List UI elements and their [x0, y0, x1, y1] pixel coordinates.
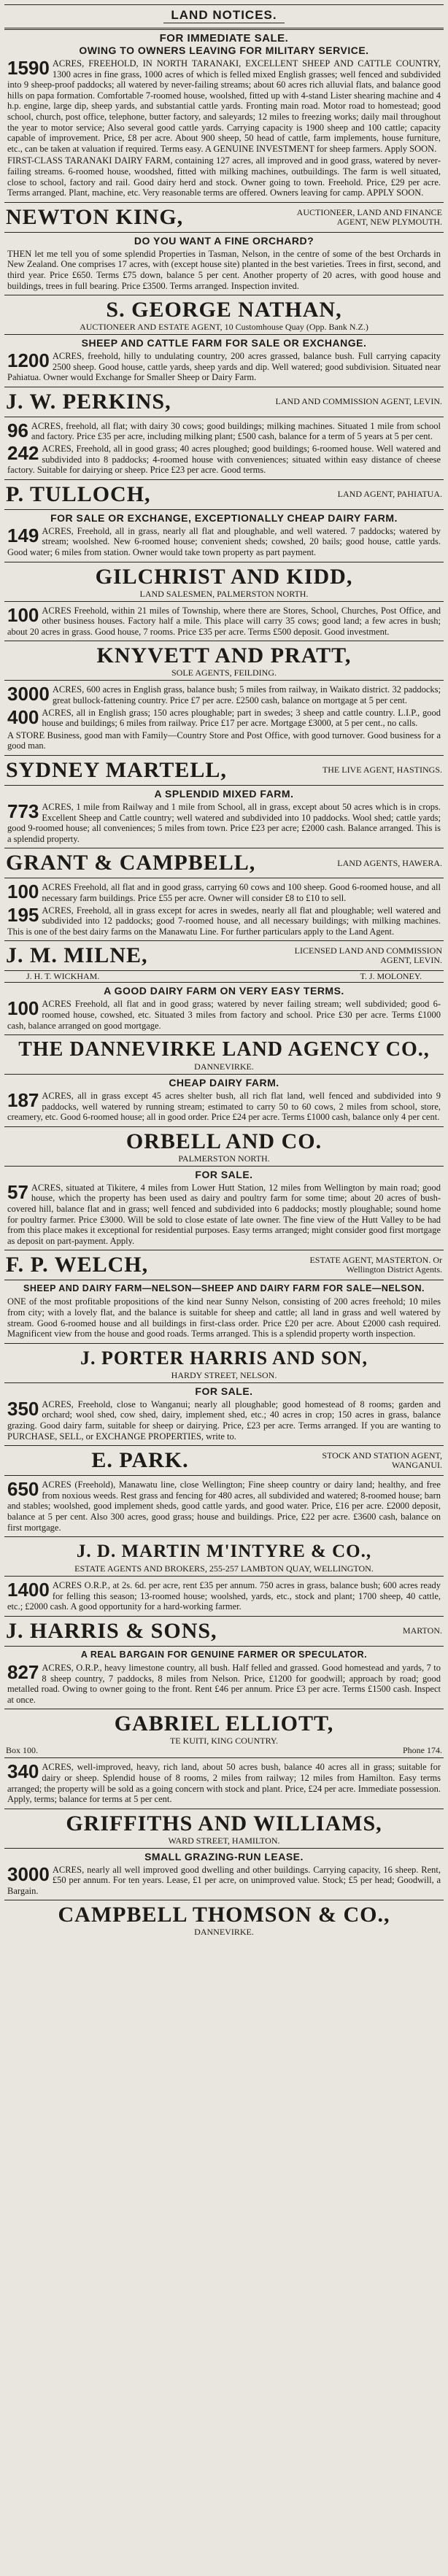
ad-lead-figure: 57 — [7, 1180, 28, 1203]
ad-body — [7, 905, 441, 937]
agent-role: THE LIVE AGENT, HASTINGS. — [322, 765, 442, 775]
ad-lead-figure: 400 — [7, 705, 39, 728]
ad-text: ONE of the most profitable propositions of the kind near Sunny Nelson, consisting of 200 acres freehold; 10 miles from city; with a lovely flat, and the balance is suitable for sheep and cattle; all land in grass and well watered by stream. Good 6-roomed house and all buildings in first-class order. Price £20 per acre. About £2000 cash required. Magnificent view from the house and good roads. Terms arranged. This is a splendid property worth inspection. — [7, 1296, 441, 1339]
ad-lead-figure: 149 — [7, 524, 39, 546]
agent-campbell-thomson — [4, 1900, 444, 1939]
ad-heading: CHEAP DAIRY FARM. — [169, 1077, 279, 1089]
ad-lead-figure: 773 — [7, 800, 39, 822]
agent-orbell — [4, 1127, 444, 1167]
ad-text: ACRES, nearly all well improved good dwelling and other buildings. Carrying capacity, 16 sheep. Rent, £50 per annum. For ten years. Lease, £1 per acre, on unimproved value. Stock; £5 per head; Goodwill, a Bargain. — [7, 1864, 441, 1896]
ad-text: ACRES, all in grass except 45 acres shelter bush, all rich flat land, well fenced and subdivided into 9 paddocks, well watered by running stream; estimated to carry 50 to 60 cows, 2 miles from school, store, creamery, etc. Good 6-roomed house; all in good order. Price £24 per acre. Terms £1000 cash, balance only 4 per cent. — [7, 1091, 441, 1123]
partner-left: J. H. T. WICKHAM. — [26, 971, 100, 982]
agent-name: THE DANNEVIRKE LAND AGENCY CO., — [18, 1038, 430, 1061]
ad-text: ACRES, well-improved, heavy, rich land, about 50 acres bush, balance 40 acres all in grass; suitable for dairy or sheep. Splendid house of 8 rooms, 2 miles from railway; 12 miles from Hamilton. Easy terms arranged; the property will be sold as a going concern with stock and plant. Price, £24 per acre. Immediate possession. Apply, terms; balance for terms at 5 per cent. — [7, 1762, 441, 1805]
ad-heading: DO YOU WANT A FINE ORCHARD? — [134, 234, 314, 247]
ad-heading: FOR IMMEDIATE SALE. — [159, 32, 289, 45]
ad-body — [7, 1480, 441, 1533]
ad-sheep-cattle — [4, 335, 444, 387]
agent-martell — [4, 756, 444, 786]
ad-text: ACRES, freehold, all flat; with dairy 30 cows; good buildings; milking machines. Situated 1 mile from school and factory. Price £35 per acre, including milking plant; £500 cash, balance for a term of 5 years at 5 per cent. — [31, 420, 441, 442]
agent-role: LICENSED LAND AND COMMISSION AGENT, LEVIN. — [294, 945, 442, 966]
ad-pahiatua — [4, 417, 444, 480]
partner-right: T. J. MOLONEY. — [360, 971, 422, 982]
ad-body: A STORE Business, good man with Family—Country Store and Post Office, with good turnover. Good business for a good man. — [7, 730, 441, 751]
agent-contact-row — [6, 1746, 442, 1755]
agent-role: STOCK AND STATION AGENT, WANGANUI. — [322, 1450, 442, 1471]
agent-role: DANNEVIRKE. — [194, 1927, 254, 1938]
ad-text: ACRES Freehold, all flat and in good grass, carrying 60 cows and 100 sheep. Good 6-roomed house, and all necessary farm buildings. Price £55 per acre. Owner will consider £8 to £10 to sell. — [42, 882, 441, 903]
ad-body — [7, 526, 441, 558]
ad-lead-figure: 650 — [7, 1478, 39, 1501]
agent-role: SOLE AGENTS, FEILDING. — [171, 668, 277, 678]
ad-340-acres — [4, 1758, 444, 1809]
ad-body — [7, 58, 441, 154]
agent-grant-campbell — [4, 848, 444, 878]
ad-heading: FOR SALE OR EXCHANGE, EXCEPTIONALLY CHEAP DAIRY FARM. — [50, 511, 398, 524]
agent-role: LAND AGENT, PAHIATUA. — [337, 489, 442, 500]
ad-text: ACRES, O.R.P., heavy limestone country, all bush. Half felled and grassed. Good homestead and yards, 7 to 8 sheep country, 7 paddocks, 8 miles from Nelson. Price, £1200 for goodwill; approach by road; good metalled road. Owing to owner going to the front. Rent £46 per annum. Price £3 per acre. Terms £1500 cash. Inspect at once. — [7, 1662, 441, 1705]
section-title: LAND NOTICES. — [163, 8, 284, 23]
ad-body — [7, 603, 441, 638]
ad-heading: A REAL BARGAIN FOR GENUINE FARMER OR SPECULATOR. — [80, 1649, 368, 1660]
ad-text: THEN let me tell you of some splendid Properties in Tasman, Nelson, in the centre of some of the best Orchards in New Zealand. One comprises 17 acres, with (except house site) planted in the best varieties. Trees in first, second, and third year. Price £650. Terms £75 down, balance 5 per cent. Another property of 20 acres, with good house and buildings, trees in full bearing. Price £3500. Terms arranged. Inspection invited. — [7, 248, 441, 291]
ad-text: ACRES, Freehold, all in good grass; 40 acres ploughed; good buildings; 6-roomed house. Well watered and subdivided into 8 paddocks; 4-roomed house with conveniences; situated within easy distance of cheese factory. Suitable for dairying or sheep. Price £23 per acre. Good terms. — [7, 444, 441, 476]
agent-name: J. PORTER HARRIS AND SON, — [80, 1347, 368, 1369]
agent-name: P. TULLOCH, — [6, 481, 151, 506]
agent-dannevirke — [4, 1035, 444, 1075]
masthead — [4, 5, 444, 28]
ad-grazing-run — [4, 1849, 444, 1901]
agent-name: GILCHRIST AND KIDD, — [95, 564, 353, 589]
ad-3000-acres — [4, 681, 444, 756]
agent-name: J. D. MARTIN M'INTYRE & CO., — [76, 1542, 372, 1562]
ad-lead-figure: 1200 — [7, 349, 50, 372]
agent-porter-harris — [4, 1344, 444, 1383]
ad-bargain — [4, 1647, 444, 1709]
agent-milne — [4, 941, 444, 971]
ad-body — [7, 1865, 441, 1897]
agent-name: NEWTON KING, — [6, 204, 184, 229]
ad-heading: A SPLENDID MIXED FARM. — [154, 787, 294, 800]
ad-heading: SHEEP AND DAIRY FARM—NELSON—SHEEP AND DAIRY FARM FOR SALE—NELSON. — [23, 1283, 425, 1294]
agent-role: AUCTIONEER AND ESTATE AGENT, 10 Customhouse Quay (Opp. Bank N.Z.) — [80, 322, 368, 333]
agent-name: GABRIEL ELLIOTT, — [114, 1711, 334, 1736]
ad-text: ACRES, Freehold, all in grass except for acres in swedes, nearly all flat and ploughable; well watered and subdivided into 12 paddocks; good 7-roomed house, and all necessary buildings; with milking machines. This is one of the best dairy farms on the Manawatu Line. For further particulars apply to the Land Agent. — [7, 905, 441, 937]
agent-elliott — [4, 1709, 444, 1758]
ad-subheading: OWING TO OWNERS LEAVING FOR MILITARY SERVICE. — [79, 45, 369, 56]
ad-lead-figure: 195 — [7, 903, 39, 926]
agent-role: LAND AND COMMISSION AGENT, LEVIN. — [275, 396, 442, 407]
ad-heading: A GOOD DAIRY FARM ON VERY EASY TERMS. — [104, 985, 344, 997]
ad-650-acres — [4, 1476, 444, 1537]
ad-lead-figure: 187 — [7, 1089, 39, 1112]
ad-body — [7, 802, 441, 844]
ad-mixed-farm — [4, 786, 444, 848]
ad-lead-figure: 3000 — [7, 683, 50, 705]
ad-lead-figure: 242 — [7, 442, 39, 465]
ad-lead-figure: 350 — [7, 1397, 39, 1420]
agent-name: GRIFFITHS AND WILLIAMS, — [66, 1811, 382, 1836]
newspaper-page — [4, 4, 444, 2567]
ad-lead-figure: 96 — [7, 419, 28, 441]
agent-perkins — [4, 387, 444, 417]
agent-role: AUCTIONEER, LAND AND FINANCE AGENT, NEW PLYMOUTH. — [296, 206, 442, 227]
ad-lead-figure: 1590 — [7, 57, 50, 79]
agent-tulloch — [4, 480, 444, 510]
ad-lead-figure: 3000 — [7, 1863, 50, 1885]
ad-body — [7, 882, 441, 903]
ad-body-2: FIRST-CLASS TARANAKI DAIRY FARM, containing 127 acres, all improved and in good grass, watered by never-failing streams. 6-roomed house, woodshed, fitted with milking machines, outbuildings. The farm is well situated, close to school, factory and rail. Good dairy herd and stock. Owner going to town. Freehold. Price, £29 per acre. Terms arranged. Plant, machine, etc. Very reasonable terms are offered. Owners leaving for camp. APPLY SOON. — [7, 155, 441, 198]
agent-name: KNYVETT AND PRATT, — [96, 643, 352, 668]
ad-lead-figure: 340 — [7, 1760, 39, 1783]
ad-text: ACRES Freehold, within 21 miles of Township, where there are Stores, School, Churches, Post Office, and other business houses. Factory half a mile. This place will carry 35 cows; good land; a few acres in bush; about 20 acres in grass. Good house, 7 rooms. Price £35 per acre. Terms £500 deposit. Good investment. — [7, 605, 441, 637]
ad-text: ACRES (Freehold), Manawatu line, close Wellington; Fine sheep country or dairy land; healthy, and free from noxious weeds. Rest grass and fencing for 480 acres, all subdivided and watered; 8-roomed house; barn and stables; woolshed, good implement sheds, good cattle yards, and good water. Price, £16 per acre. £2000 deposit, balance at 5 per cent. Also 300 acres, good grass; house and buildings. Price, £22 per acre. £3600 cash, balance on first mortgage. — [7, 1480, 441, 1533]
agent-role: HARDY STREET, NELSON. — [171, 1369, 277, 1380]
ad-body — [7, 684, 441, 705]
ad-body — [7, 421, 441, 442]
agent-partners — [4, 971, 444, 983]
ad-body — [7, 351, 441, 383]
ad-100-acres — [4, 602, 444, 642]
ad-body — [7, 1580, 441, 1612]
ad-body — [7, 1180, 441, 1247]
ad-heading: FOR SALE. — [195, 1385, 253, 1397]
ad-lead-figure: 100 — [7, 881, 39, 903]
agent-role: LAND SALESMEN, PALMERSTON NORTH. — [139, 588, 309, 599]
agent-nathan — [4, 295, 444, 335]
ad-text: ACRES, freehold, hilly to undulating country, 200 acres grassed, balance bush. Full carrying capacity 2500 sheep. Good house, cattle yards, sheep yards and dip. Well watered; good subdivision. Situated near Pahiatua. Owner would Exchange for Smaller Sheep or Dairy Farm. — [7, 351, 441, 383]
agent-name: ORBELL AND CO. — [125, 1129, 323, 1153]
agent-role: LAND AGENTS, HAWERA. — [337, 857, 442, 868]
ad-text: ACRES, all in English grass; 150 acres ploughable; part in swedes; 3 sheep and cattle country. L.I.P., good house and buildings; 6 miles from railway. Price £17 per acre. Mortgage £3000, at 5 per cent., no calls. — [42, 707, 441, 729]
agent-gilchrist-kidd — [4, 562, 444, 602]
ad-text: ACRES O.R.P., at 2s. 6d. per acre, rent £35 per annum. 750 acres in grass, balance bush; 600 acres ready for felling this season; 13-roomed house; woolshed, yards, etc., stock and plant; 1700 sheep, 40 cattle, etc.; £2000 cash. A good opportunity for a hard-working farmer. — [7, 1580, 441, 1612]
ad-body — [7, 1399, 441, 1442]
agent-role: ESTATE AGENTS AND BROKERS, 255-257 LAMBTON QUAY, WELLINGTON. — [74, 1563, 374, 1574]
ad-text: ACRES Freehold, all flat and in good grass; watered by never failing stream; well subdivided; good 6-roomed house, cowshed, etc. Situated 3 miles from factory and school. Price £30 per acre. Terms £1000 cash, balance arranged on good mortgage. — [7, 999, 441, 1031]
agent-mintyre — [4, 1537, 444, 1577]
agent-name: E. PARK. — [91, 1448, 189, 1473]
ad-body — [7, 999, 441, 1031]
ad-levin-dairy — [4, 983, 444, 1035]
agent-newton-king — [4, 203, 444, 233]
agent-park — [4, 1446, 444, 1476]
ad-lead-figure: 100 — [7, 997, 39, 1020]
ad-text: ACRES, 600 acres in English grass, balance bush; 5 miles from railway, in Waikato district. 32 paddocks; great bullock-fattening country. Price £7 per acre. £2500 cash, balance on mortgage at 5 per cent. — [52, 684, 441, 705]
ad-text: ACRES, 1 mile from Railway and 1 mile from School, all in grass, except about 50 acres which is in crops. Excellent Sheep and Cattle country; well watered and subdivided into 10 paddocks. Wool shed; cattle yards; good 9-roomed house; all conveniences; 5 miles from town. Price £23 per acre; £2000 cash. Balance arranged. This is a splendid property. — [7, 801, 441, 844]
ad-body — [7, 1762, 441, 1804]
agent-name: J. M. MILNE, — [6, 943, 148, 968]
ad-text: ACRES, Freehold, close to Wanganui; nearly all ploughable; good homestead of 8 rooms; garden and orchard; wool shed, cow shed, dairy, implement shed, etc.; 40 acres in crop; 150 acres in grass, balance grazing. Good dairy farm, suitable for sheep or dairying. Price, £23 per acre. Terms arranged. If you are wanting to PURCHASE, SELL, or EXCHANGE PROPERTIES, write to. — [7, 1399, 441, 1442]
agent-name: SYDNEY MARTELL, — [6, 757, 227, 782]
ad-text: ACRES, situated at Tikitere, 4 miles from Lower Hutt Station, 12 miles from Wellington by main road; good house, which the property has been used as dairy and poultry farm for some time; about 20 acres of bush-covered hill, balance flat and in grass; well fenced and subdivided into 6 paddocks; mostly ploughable; sound home for poultry farmer. Price £3000. Will be sold to close estate of late owner. The fine view of the Hutt Valley to be had from this place makes it exceptional for residential purposes. Easy terms arranged; might consider good first mortgage as deposit on part-payment. Apply. — [7, 1182, 441, 1246]
ad-nelson — [4, 1280, 444, 1343]
agent-name: J. W. PERKINS, — [6, 389, 171, 414]
ad-lead-figure: 827 — [7, 1660, 39, 1683]
agent-name: S. GEORGE NATHAN, — [106, 298, 342, 322]
agent-role: DANNEVIRKE. — [194, 1061, 254, 1072]
agent-role: WARD STREET, HAMILTON. — [168, 1835, 280, 1846]
agent-name: F. P. WELCH, — [6, 1253, 149, 1277]
ad-heading: FOR SALE. — [195, 1168, 253, 1180]
agent-role: TE KUITI, KING COUNTRY. — [169, 1736, 279, 1747]
ad-cheap-187 — [4, 1075, 444, 1127]
ad-body — [7, 444, 441, 476]
agent-harris-sons — [4, 1617, 444, 1647]
agent-role: ESTATE AGENT, MASTERTON. Or Wellington District Agents. — [309, 1255, 442, 1275]
ad-body — [7, 1660, 441, 1705]
ad-lead-figure: 1400 — [7, 1579, 50, 1601]
ad-heading: SHEEP AND CATTLE FARM FOR SALE OR EXCHANGE. — [81, 337, 367, 349]
ad-body — [7, 1091, 441, 1123]
agent-name: J. HARRIS & SONS, — [6, 1618, 217, 1643]
agent-phone: Phone 174. — [403, 1745, 442, 1756]
agent-name: CAMPBELL THOMSON & CO., — [58, 1903, 390, 1927]
agent-box: Box 100. — [6, 1745, 39, 1756]
agent-griffiths — [4, 1809, 444, 1849]
ad-cheap-dairy — [4, 510, 444, 562]
ad-body — [7, 705, 441, 729]
ad-text: ACRES, Freehold, all in grass, nearly all flat and ploughable, and well watered. 7 paddocks; watered by stream; woolshed. New 6-roomed house; convenient sheds; cowshed, 20 bails; good house, cattle yards. Good water; 6 miles from station. Owner would take town property as part payment. — [7, 525, 441, 558]
ad-heading: SMALL GRAZING-RUN LEASE. — [144, 1850, 304, 1863]
agent-role: PALMERSTON NORTH. — [178, 1153, 270, 1164]
ad-orchard — [4, 233, 444, 295]
ad-1400-acres — [4, 1577, 444, 1617]
agent-name: GRANT & CAMPBELL, — [6, 851, 256, 875]
ad-350-acres — [4, 1383, 444, 1446]
ad-57-acres — [4, 1167, 444, 1251]
ad-lead-figure: 100 — [7, 603, 39, 626]
agent-knyvett-pratt — [4, 641, 444, 681]
ad-hawera — [4, 878, 444, 941]
ad-text: ACRES, FREEHOLD, IN NORTH TARANAKI, EXCELLENT SHEEP AND CATTLE COUNTRY, 1300 acres in fine grass, 1000 acres of which is felled mixed English grasses; well fenced and subdivided into 9 sheep-proof paddocks; all watered by never-failing streams; about 60 acres rich alluvial flats, and balance good hills on papa formation. Comfortable 7-roomed house, woolshed, fitted up with 4-stand Lister shearing machine and 4 h.p. engine, large dip, sheep yards, and substantial cattle yards. Fronting main road. Motor road to homestead; good school, church, post office, telephone, butter factory, and saleyards; 12 miles to freezing works; daily mail throughout the year to motor service; Also several good cattle yards. Carrying capacity is 1900 sheep and 100 cattle; capacity capable of improvement. Price, £8 per acre. About 900 sheep, 50 head of cattle, farm implements, house furniture, etc., can be taken at valuation if required. Terms easy. A GENUINE INVESTMENT for sheep farmers. Apply SOON. — [7, 58, 441, 154]
agent-welch — [4, 1250, 444, 1280]
agent-role: MARTON. — [402, 1625, 442, 1636]
ad-military-sale — [4, 30, 444, 203]
